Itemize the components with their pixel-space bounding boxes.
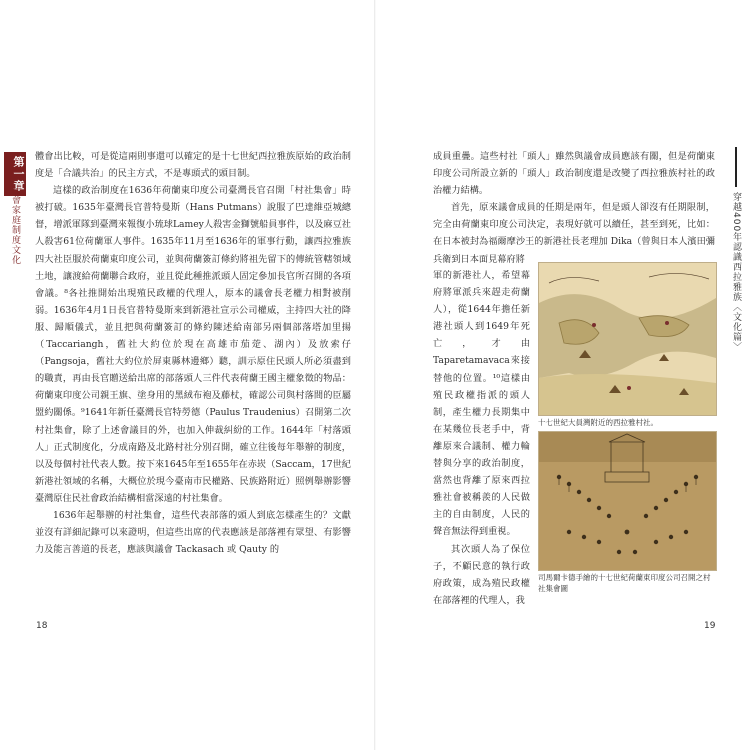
map-drawing xyxy=(539,263,716,415)
paragraph: 成員重疊。這些村社「頭人」雖然與議會成員應該有關，但是荷蘭東印度公司所設立新的「頭人」政治制度還是改變了西拉雅族村社的政治權力結構。 xyxy=(433,151,715,197)
assembly-drawing-illustration xyxy=(538,431,717,571)
paragraph: 1636年起舉辦的村社集會，這些代表部落的頭人到底怎樣產生的？文獻並沒有詳細記錄可以來證明，但這些出席的代表應該是部落裡有眾望、有影響力及能言善道的長老，應該與議會 Tackasach 或 Qauty 的 xyxy=(35,509,351,556)
running-head: 穿越400年認識西拉雅族〈文化篇〉 xyxy=(731,192,741,353)
figure-caption: 司馬爾卡德手繪的十七世紀荷蘭東印度公司召開之村社集會圖 xyxy=(538,573,711,593)
assembly-drawing xyxy=(539,432,716,570)
paragraph: 這樣的政治制度在1636年荷蘭東印度公司臺灣長官召開「村社集會」時被打破。1635年臺灣長官普特曼斯（Hans Putmans）說服了巴達維亞城總督，增派軍隊到臺灣來報復小琉球Lamey人殺害金獅號船員事件，以及麻豆社人殺害61位荷蘭軍人事件。1635年11月至1636年的軍事行動，讓西拉雅族四大社臣服於荷蘭東印度公司，並與荷蘭簽訂條約將祖先留下的傳統管轄領域土地，讓渡給荷蘭聯合政府，並且從此種推派頭人固定參加長官所召開的各項會議。⁸各社推開始出現殖民政權的代理人，原本的議會長老權力相對被削弱。1636年4月1日長官普特曼斯來到新港社宣示公司權威，主持四大社的降服、歸順儀式，並且把與荷蘭簽訂的條約陳述給南部另兩個部落塔加里揚（Taccariangh，舊社大約位於現在高雄市茄萣、湖內）及放索仔（Pangsoja，舊社大約位於屏東縣林邊鄉）聽，訓示原住民頭人所必須盡到的職責，再由長官贈送給出席的部落頭人三件代表荷蘭王國主權象徵的物品：荷蘭東印度公司親王旗、塗身用的黑絨布袍及藤杖，確認公司與村落間的臣屬盟約關係。⁹1641年新任臺灣長官特勞德（Paulus Traudenius）召開第二次村社集會，除了上述會議目的外，也加入伸裁糾紛的工作。1644年「村落頭人」正式制度化，分成南路及北路村社分別召開，確立往後每年舉辦的制度，以及每個村社代表人數。按下來1645年至1655年在赤崁（Saccam，17世紀新港社領域的名稱，大概位於現今臺南市民權路、民族路附近）照例舉辦影響臺灣原住民社會政治結構相當深遠的村社集會。 xyxy=(35,185,351,504)
paragraph: 軍的新港社人，希望幕府將軍派兵來趕走荷蘭人），從1644年擔任新港社頭人到1649年死亡，才由Taparetamavaca來接替他的位置。¹⁰這樣由殖民政權指派的頭人制，產生權力長期集中在某幾位長老手中，背離原來合議制、權力輪替與分享的政治制度，當然也背離了原來西拉雅社會被稱羨的人民做主的自由制度，人民的聲音無法得到重視。 xyxy=(433,270,530,538)
paragraph: 首先，原來議會成員的任期是兩年，但是頭人卻沒有任期限制，完全由荷蘭東印度公司決定，表現好就可以續任，甚至到死，比如：在日本被封為福爾摩沙王的新港社長老理加 Dika（曾與日本人濱田彌兵衛到日本面見幕府將 xyxy=(433,202,715,265)
right-body-column xyxy=(433,267,530,609)
running-head-rule xyxy=(735,147,737,187)
paragraph: 體會出比較，可是從這兩則事還可以確定的是十七世紀西拉雅族原始的政治制度是「合議共治」的民主方式，不是專頭式的頭目制。 xyxy=(35,151,351,180)
right-body-top xyxy=(433,148,715,268)
left-body xyxy=(35,148,351,558)
figure-caption: 十七世紀大員灣附近的西拉雅村社。 xyxy=(538,418,658,427)
paragraph: 其次頭人為了保位子，不顧民意的執行政府政策，成為殖民政權在部落裡的代理人，我 xyxy=(433,543,530,606)
page-number: 18 xyxy=(36,621,48,631)
old-map-illustration xyxy=(538,262,717,416)
page-number: 19 xyxy=(704,621,716,631)
chapter-tab: 第一章 xyxy=(4,152,26,196)
chapter-subtitle: 社會家庭制度文化 xyxy=(10,185,20,265)
